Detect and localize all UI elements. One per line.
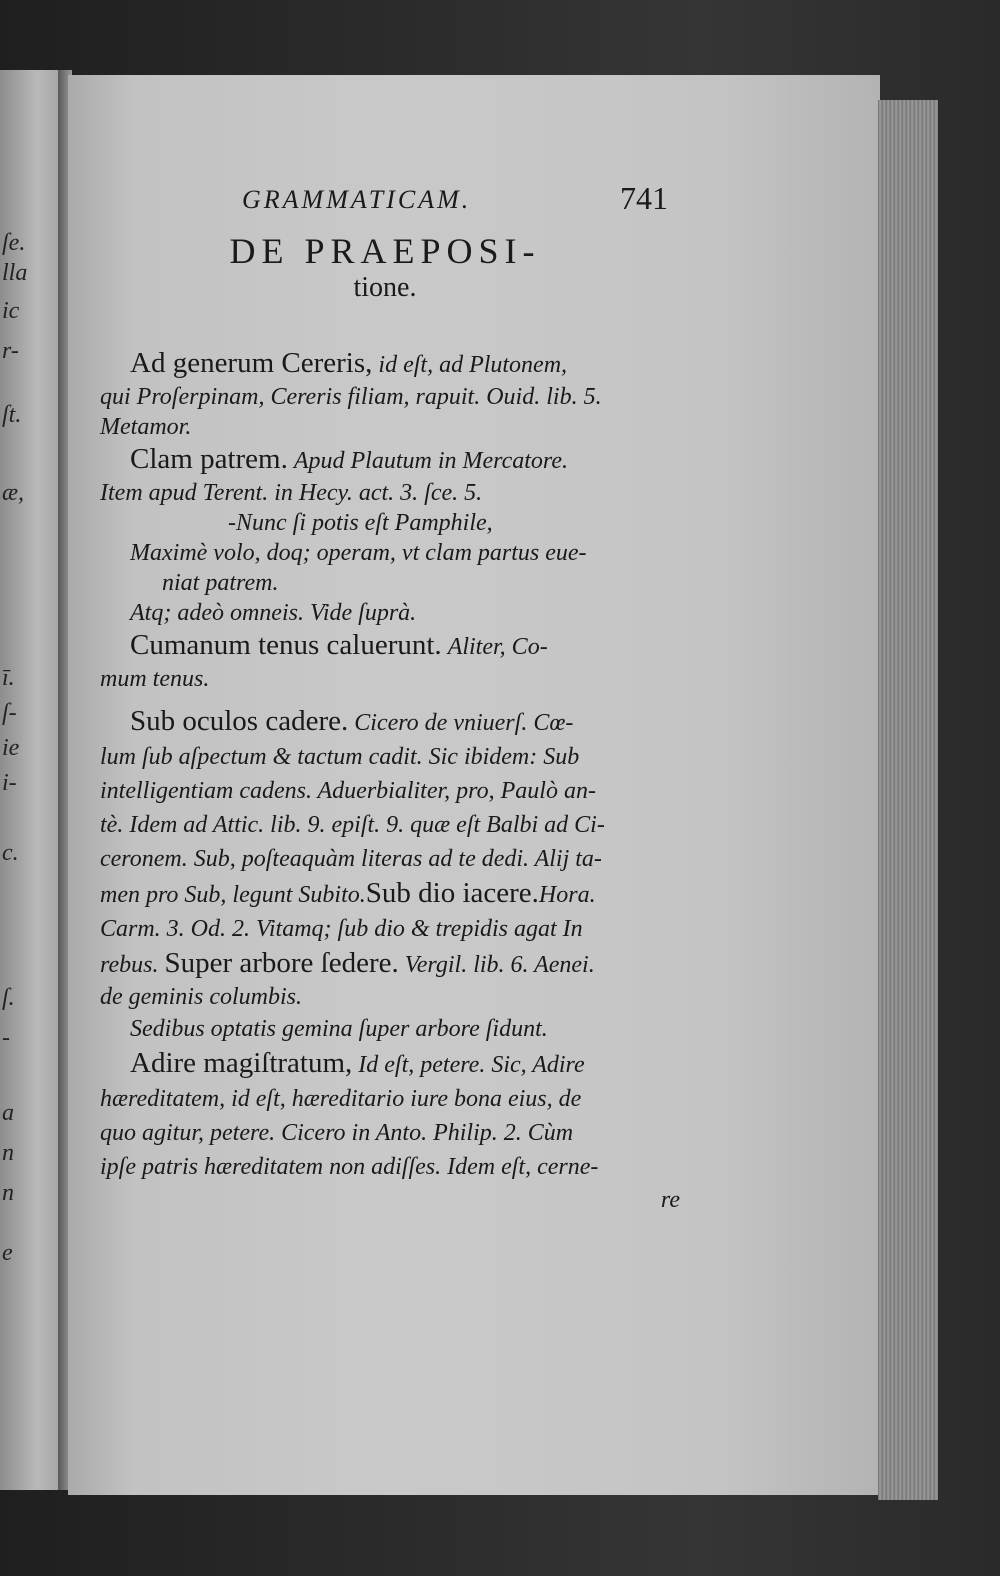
text-line: de geminis columbis. bbox=[100, 984, 302, 1010]
section-title-cont: tione. bbox=[353, 272, 417, 303]
section-title: DE PRAEPOSI- bbox=[229, 231, 541, 271]
text-fragment: Vergil. lib. 6. Aenei. bbox=[404, 952, 595, 978]
text-line: hæreditatem, id eſt, hæreditario iure bona eius, de bbox=[100, 1086, 582, 1112]
page-number: 741 bbox=[620, 180, 668, 216]
left-fragment: ic bbox=[2, 298, 20, 324]
text-line: lum ſub aſpectum & tactum cadit. Sic ibidem: Sub bbox=[100, 744, 580, 770]
text-line: intelligentiam cadens. Aduerbialiter, pro, Paulò an- bbox=[100, 778, 596, 804]
gloss: id eſt, ad Plutonem, bbox=[378, 352, 568, 378]
paragraph-tenus bbox=[100, 628, 690, 694]
left-fragment: ſ. bbox=[2, 985, 15, 1011]
page-text bbox=[100, 180, 690, 1216]
verse-line: -Nunc ſi potis eſt Pamphile, bbox=[228, 510, 493, 536]
lemma: Adire magiſtratum, bbox=[130, 1047, 353, 1079]
left-fragment: r- bbox=[2, 338, 19, 364]
text-line: quo agitur, petere. Cicero in Anto. Philip. 2. Cùm bbox=[100, 1120, 574, 1146]
paragraph-sub bbox=[100, 704, 690, 1046]
text-line: Metamor. bbox=[100, 414, 192, 440]
verse-line: Maximè volo, doq; operam, vt clam partus eue- bbox=[130, 540, 587, 566]
left-fragment: ſt. bbox=[2, 402, 22, 428]
paragraph-clam bbox=[100, 442, 690, 628]
lemma: Cumanum tenus caluerunt. bbox=[130, 629, 442, 661]
left-fragment: e bbox=[2, 1240, 13, 1266]
verse-line: Sedibus optatis gemina ſuper arbore ſidunt. bbox=[130, 1016, 548, 1042]
text-fragment: Hora. bbox=[538, 882, 596, 908]
text-fragment: rebus. bbox=[100, 952, 159, 978]
lemma: Clam patrem. bbox=[130, 443, 288, 475]
text-line: qui Proſerpinam, Cereris filiam, rapuit. Ouid. lib. 5. bbox=[100, 384, 602, 410]
catchword: re bbox=[660, 1187, 680, 1213]
left-fragment: ſe. bbox=[2, 230, 26, 256]
lemma: Sub dio iacere. bbox=[365, 877, 539, 909]
lemma: Super arbore ſedere. bbox=[164, 947, 399, 979]
paragraph-adire bbox=[100, 1046, 690, 1184]
left-page-edge bbox=[0, 70, 62, 1490]
gloss: Apud Plautum in Mercatore. bbox=[293, 448, 569, 474]
verse-line: niat patrem. bbox=[162, 570, 279, 596]
lemma: Sub oculos cadere. bbox=[130, 705, 349, 737]
left-fragment: ſ- bbox=[2, 700, 17, 726]
left-fragment: n bbox=[2, 1180, 14, 1206]
gloss: Cicero de vniuerſ. Cœ- bbox=[354, 710, 574, 736]
left-fragment: - bbox=[2, 1025, 10, 1051]
left-fragment: ie bbox=[2, 735, 20, 761]
text-line: ceronem. Sub, poſteaquàm literas ad te dedi. Alij ta- bbox=[100, 846, 602, 872]
gloss: Id eſt, petere. Sic, Adire bbox=[358, 1052, 585, 1078]
left-fragment: lla bbox=[2, 260, 28, 286]
text-line: ipſe patris hæreditatem non adiſſes. Idem eſt, cerne- bbox=[100, 1154, 599, 1180]
left-fragment: n bbox=[2, 1140, 14, 1166]
left-fragment: ī. bbox=[2, 665, 15, 691]
lemma: Ad generum Cereris, bbox=[130, 347, 373, 379]
text-fragment: men pro Sub, legunt Subito. bbox=[100, 882, 366, 908]
text-line: Carm. 3. Od. 2. Vitamq; ſub dio & trepidis agat In bbox=[100, 916, 583, 942]
running-head: GRAMMATICAM. bbox=[242, 185, 472, 214]
text-line: tè. Idem ad Attic. lib. 9. epiſt. 9. quæ eſt Balbi ad Ci- bbox=[100, 812, 605, 838]
paragraph-ad bbox=[100, 346, 690, 442]
verse-line: Atq; adeò omneis. Vide ſuprà. bbox=[130, 600, 417, 626]
left-fragment: i- bbox=[2, 770, 17, 796]
page-edges bbox=[878, 100, 938, 1500]
page-header bbox=[100, 180, 690, 224]
left-fragment: æ, bbox=[2, 480, 25, 506]
left-fragment: a bbox=[2, 1100, 14, 1126]
left-fragment: c. bbox=[2, 840, 19, 866]
gloss: Aliter, Co- bbox=[447, 634, 548, 660]
text-line: Item apud Terent. in Hecy. act. 3. ſce. 5. bbox=[100, 480, 483, 506]
text-line: mum tenus. bbox=[100, 666, 210, 692]
